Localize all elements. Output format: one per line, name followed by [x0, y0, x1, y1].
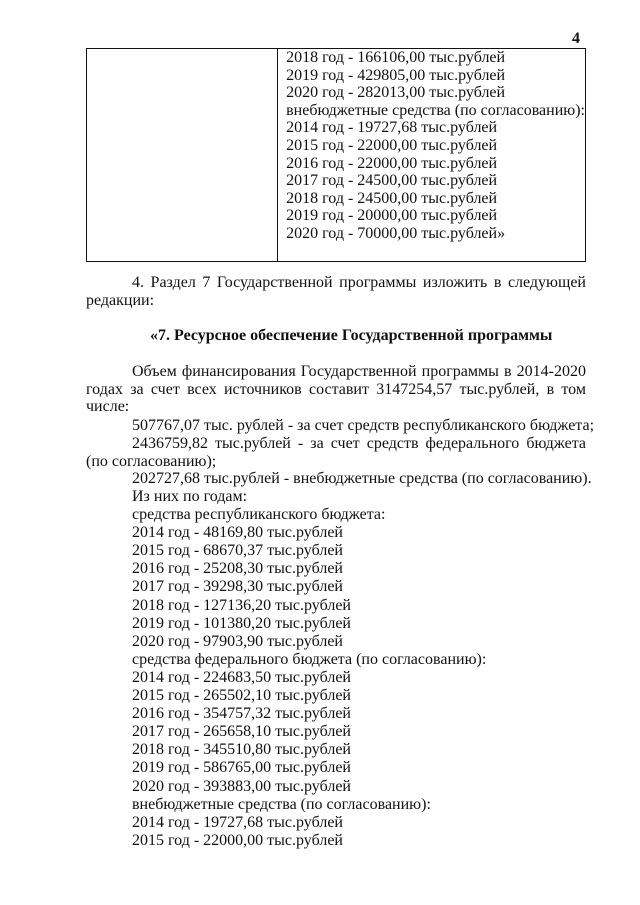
- federal-total: 2436759,82 тыс.рублей - за счет средств федерального бюджета (по согласованию);: [86, 435, 586, 470]
- table-line: 2019 год - 20000,00 тыс.рублей: [286, 207, 498, 225]
- federal-year: 2017 год - 265658,10 тыс.рублей: [132, 723, 351, 741]
- extrabudget-title: внебюджетные средства (по согласованию):: [132, 795, 431, 813]
- republic-year: 2014 год - 48169,80 тыс.рублей: [132, 524, 343, 542]
- republic-year: 2020 год - 97903,90 тыс.рублей: [132, 632, 343, 650]
- continued-table: [86, 48, 586, 262]
- federal-year: 2015 год - 265502,10 тыс.рублей: [132, 687, 351, 705]
- page-number: 4: [572, 30, 580, 47]
- republic-year: 2017 год - 39298,30 тыс.рублей: [132, 578, 343, 596]
- table-left-cell: [87, 49, 278, 262]
- table-line: 2014 год - 19727,68 тыс.рублей: [286, 119, 498, 137]
- table-line: 2018 год - 166106,00 тыс.рублей: [286, 49, 506, 66]
- table-line: 2017 год - 24500,00 тыс.рублей: [286, 172, 498, 190]
- extrabudget-year: 2014 год - 19727,68 тыс.рублей: [132, 813, 343, 831]
- table-line: 2015 год - 22000,00 тыс.рублей: [286, 136, 498, 154]
- republic-year: 2016 год - 25208,30 тыс.рублей: [132, 560, 343, 578]
- item-4-paragraph: 4. Раздел 7 Государственной программы изложить в следующей редакции:: [86, 274, 586, 309]
- republic-year: 2015 год - 68670,37 тыс.рублей: [132, 542, 343, 560]
- republic-total: 507767,07 тыс. рублей - за счет средств республиканского бюджета;: [132, 417, 595, 434]
- federal-year: 2014 год - 224683,50 тыс.рублей: [132, 668, 351, 686]
- federal-title: средства федерального бюджета (по согласованию):: [132, 650, 487, 668]
- table-line: 2018 год - 24500,00 тыс.рублей: [286, 189, 498, 207]
- republic-year: 2019 год - 101380,20 тыс.рублей: [132, 614, 351, 632]
- table-line: 2019 год - 429805,00 тыс.рублей: [286, 66, 506, 84]
- table-line: 2020 год - 70000,00 тыс.рублей»: [286, 224, 506, 242]
- republic-year: 2018 год - 127136,20 тыс.рублей: [132, 596, 351, 614]
- federal-year: 2016 год - 354757,32 тыс.рублей: [132, 705, 351, 723]
- by-years-label: Из них по годам:: [132, 488, 248, 505]
- table-line: 2016 год - 22000,00 тыс.рублей: [286, 154, 498, 172]
- section-heading: «7. Ресурсное обеспечение Государственной программы: [150, 327, 553, 344]
- federal-year: 2018 год - 345510,80 тыс.рублей: [132, 741, 351, 759]
- table-line: 2020 год - 282013,00 тыс.рублей: [286, 84, 506, 102]
- federal-year: 2019 год - 586765,00 тыс.рублей: [132, 759, 351, 777]
- federal-year: 2020 год - 393883,00 тыс.рублей: [132, 777, 351, 795]
- extrabudget-year: 2015 год - 22000,00 тыс.рублей: [132, 831, 343, 849]
- years-list: [132, 488, 486, 850]
- table-line: внебюджетные средства (по согласованию):: [286, 101, 585, 119]
- intro-paragraph: Объем финансирования Государственной программы в 2014-2020 годах за счет всех источников составит 3147254,57 тыс.рублей, в том числе:: [86, 363, 586, 416]
- table-right-cell: [278, 49, 586, 262]
- republic-title: средства республиканского бюджета:: [132, 506, 386, 524]
- extra-total: 202727,68 тыс.рублей - внебюджетные средства (по согласованию).: [132, 470, 592, 487]
